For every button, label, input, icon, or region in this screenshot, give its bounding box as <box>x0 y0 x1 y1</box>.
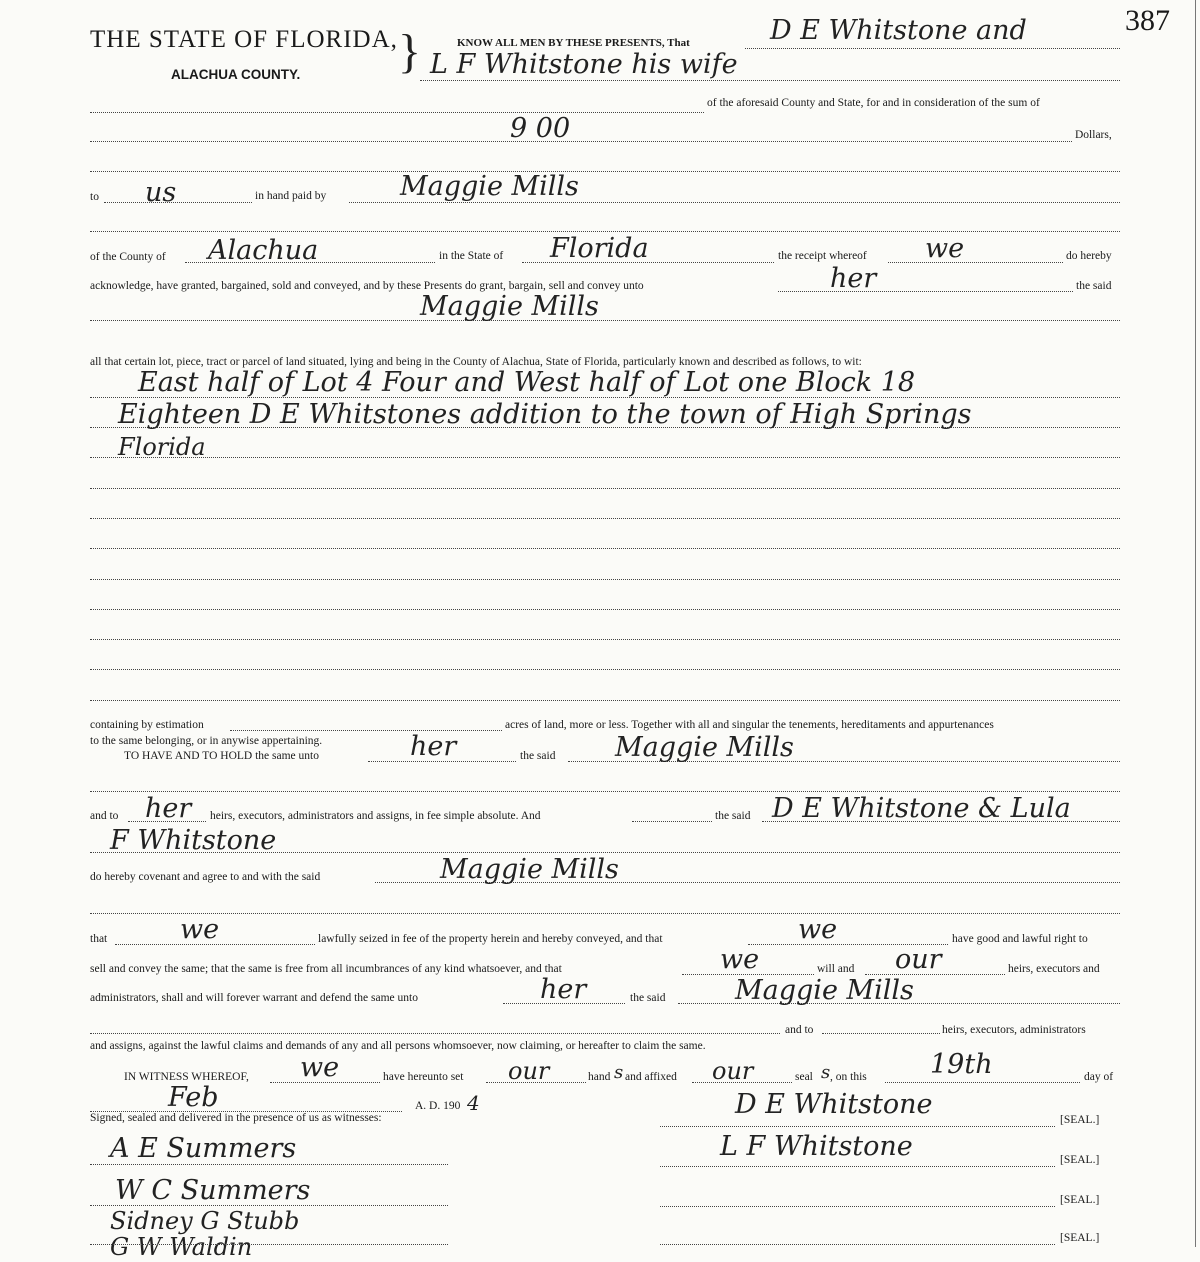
line <box>104 202 252 203</box>
line <box>90 700 1120 701</box>
hw-witness-4: G W Waldin <box>110 1233 253 1261</box>
hw-sum: 9 00 <box>510 113 571 144</box>
the-said-label-2: the said <box>520 750 556 762</box>
know-all-men: KNOW ALL MEN BY THESE PRESENTS, That <box>457 37 690 49</box>
line <box>90 639 1120 640</box>
same-belonging: to the same belonging, or in anywise appertaining. <box>90 735 323 747</box>
line <box>822 1033 940 1034</box>
hw-year-digit: 4 <box>467 1091 480 1115</box>
line <box>745 48 1120 49</box>
hw-and-to: her <box>145 793 192 824</box>
and-to-2: and to <box>785 1024 814 1036</box>
line <box>230 730 502 731</box>
the-said-label-3: the said <box>715 810 751 822</box>
line <box>90 518 1120 519</box>
hw-description-1: East half of Lot 4 Four and West half of Lot one Block 18 <box>138 367 916 398</box>
hw-month: Feb <box>168 1082 219 1113</box>
line <box>90 548 1120 549</box>
line <box>885 1082 1080 1083</box>
hw-grantors-1: D E Whitstone and <box>770 15 1027 46</box>
affixed-label: and affixed <box>625 1071 677 1083</box>
of-the-county-of: of the County of <box>90 251 166 263</box>
have-hereunto-set: have hereunto set <box>383 1071 464 1083</box>
hw-paid-by: Maggie Mills <box>400 171 579 202</box>
containing-label: containing by estimation <box>90 719 204 731</box>
hw-grantee: Maggie Mills <box>420 291 599 322</box>
hw-signature-1: D E Whitstone <box>735 1089 933 1120</box>
seal-label: seal <box>795 1071 813 1083</box>
hw-and-that: we <box>798 914 838 945</box>
receipt-whereof: the receipt whereof <box>778 250 867 262</box>
heirs-exec-2: heirs, executors and <box>1008 963 1100 975</box>
hw-to-whom: us <box>145 177 177 208</box>
will-and: will and <box>817 963 855 975</box>
line <box>660 1126 1055 1127</box>
heirs-executors: heirs, executors, administrators and assigns, in fee simple absolute. And <box>210 810 541 822</box>
line <box>420 80 1120 81</box>
that-label: that <box>90 933 108 945</box>
hw-hereunto-set: our <box>508 1057 550 1085</box>
signed-sealed: Signed, sealed and delivered in the presence of us as witnesses: <box>90 1112 382 1124</box>
hw-state: Florida <box>550 233 649 264</box>
hw-hand-s: s <box>614 1062 624 1083</box>
in-the-state-of: in the State of <box>439 250 504 262</box>
consideration-text: of the aforesaid County and State, for and in consideration of the sum of <box>707 97 1040 109</box>
page-edge <box>1195 0 1196 1247</box>
hw-seal-s: s <box>821 1062 831 1083</box>
on-this-label: , on this <box>830 1071 867 1083</box>
brace: } <box>398 25 422 78</box>
hand-label: hand <box>588 1071 611 1083</box>
hw-signature-2: L F Whitstone <box>720 1131 913 1162</box>
hw-defend-said: Maggie Mills <box>735 975 914 1006</box>
acknowledge-text: acknowledge, have granted, bargained, sold and conveyed, and by these Presents do grant, bargain, sell and convey unto <box>90 280 644 292</box>
lawfully-seized: lawfully seized in fee of the property herein and hereby conveyed, and that <box>318 933 663 945</box>
line <box>90 609 1120 610</box>
line <box>888 262 1063 263</box>
county-heading: ALACHUA COUNTY. <box>171 67 301 82</box>
seal-mark-3: [SEAL.] <box>1060 1194 1100 1206</box>
hw-and-the-said: D E Whitstone & Lula <box>772 793 1071 824</box>
line <box>90 1164 448 1165</box>
ad-label: A. D. 190 <box>415 1100 461 1112</box>
acres-text: acres of land, more or less. Together with all and singular the tenements, hereditaments and appurtenances <box>505 719 994 731</box>
line <box>90 231 1120 232</box>
hw-and-the-said-2: F Whitstone <box>110 825 277 856</box>
line <box>90 457 1120 458</box>
line <box>90 1244 448 1245</box>
seal-mark-1: [SEAL.] <box>1060 1114 1100 1126</box>
hw-will-and: our <box>895 944 942 975</box>
heirs-exec-3: heirs, executors, administrators <box>942 1024 1086 1036</box>
dollars-label: Dollars, <box>1075 129 1112 141</box>
line <box>778 291 1073 292</box>
line <box>660 1244 1055 1245</box>
all-that-certain: all that certain lot, piece, tract or parcel of land situated, lying and being in the County of Alachua, State of Florida, particularly known and described as follows, to wit: <box>90 356 862 368</box>
in-witness-whereof: IN WITNESS WHEREOF, <box>124 1071 249 1083</box>
in-hand-paid-by: in hand paid by <box>255 190 327 202</box>
hw-witness-2: W C Summers <box>115 1175 311 1206</box>
line <box>660 1166 1055 1167</box>
line <box>90 669 1120 670</box>
hw-covenant-with: Maggie Mills <box>440 854 619 885</box>
line <box>90 579 1120 580</box>
hw-description-3: Florida <box>118 433 206 461</box>
line <box>660 1206 1055 1207</box>
seal-mark-2: [SEAL.] <box>1060 1154 1100 1166</box>
line <box>90 320 1120 321</box>
line <box>90 1033 780 1034</box>
hw-that: we <box>180 914 220 945</box>
the-said-label-4: the said <box>630 992 666 1004</box>
line <box>90 913 1120 914</box>
hw-county: Alachua <box>208 235 319 266</box>
to-label: to <box>90 191 99 203</box>
day-of-label: day of <box>1084 1071 1114 1083</box>
to-have-and-hold: TO HAVE AND TO HOLD the same unto <box>124 750 319 762</box>
hw-affixed: our <box>712 1057 754 1085</box>
assigns-against: and assigns, against the lawful claims and demands of any and all persons whomsoever, now claiming, or hereafter to claim the same. <box>90 1040 706 1052</box>
sell-convey: sell and convey the same; that the same is free from all incumbrances of any kind whatsoever, and that <box>90 963 562 975</box>
state-title: THE STATE OF FLORIDA, <box>90 26 398 53</box>
covenant-text: do hereby covenant and agree to and with the said <box>90 871 321 883</box>
and-to-label: and to <box>90 810 119 822</box>
line <box>90 488 1120 489</box>
do-hereby: do hereby <box>1066 250 1112 262</box>
hw-have-hold-said: Maggie Mills <box>615 732 794 763</box>
hw-defend-unto: her <box>540 974 587 1005</box>
have-good: have good and lawful right to <box>952 933 1088 945</box>
hw-grantors-2: L F Whitstone his wife <box>430 49 738 80</box>
administrators-text: administrators, shall and will forever warrant and defend the same unto <box>90 992 418 1004</box>
line <box>349 202 1120 203</box>
hw-witness-3: Sidney G Stubb <box>110 1207 300 1235</box>
line <box>90 112 704 113</box>
line <box>90 791 1120 792</box>
line <box>90 141 1072 142</box>
hw-description-2: Eighteen D E Whitstones addition to the town of High Springs <box>118 399 972 430</box>
line <box>632 821 712 822</box>
hw-and-that-2: we <box>720 944 760 975</box>
hw-witness-1: A E Summers <box>110 1133 297 1164</box>
hw-witness-whereof: we <box>300 1052 340 1083</box>
hw-have-hold-unto: her <box>410 731 457 762</box>
the-said-label: the said <box>1076 280 1112 292</box>
hw-receipt: we <box>925 233 965 264</box>
hw-day: 19th <box>930 1049 993 1080</box>
seal-mark-4: [SEAL.] <box>1060 1232 1100 1244</box>
page-number: 387 <box>1125 4 1170 37</box>
hw-convey-unto: her <box>830 263 877 294</box>
line <box>90 171 1120 172</box>
